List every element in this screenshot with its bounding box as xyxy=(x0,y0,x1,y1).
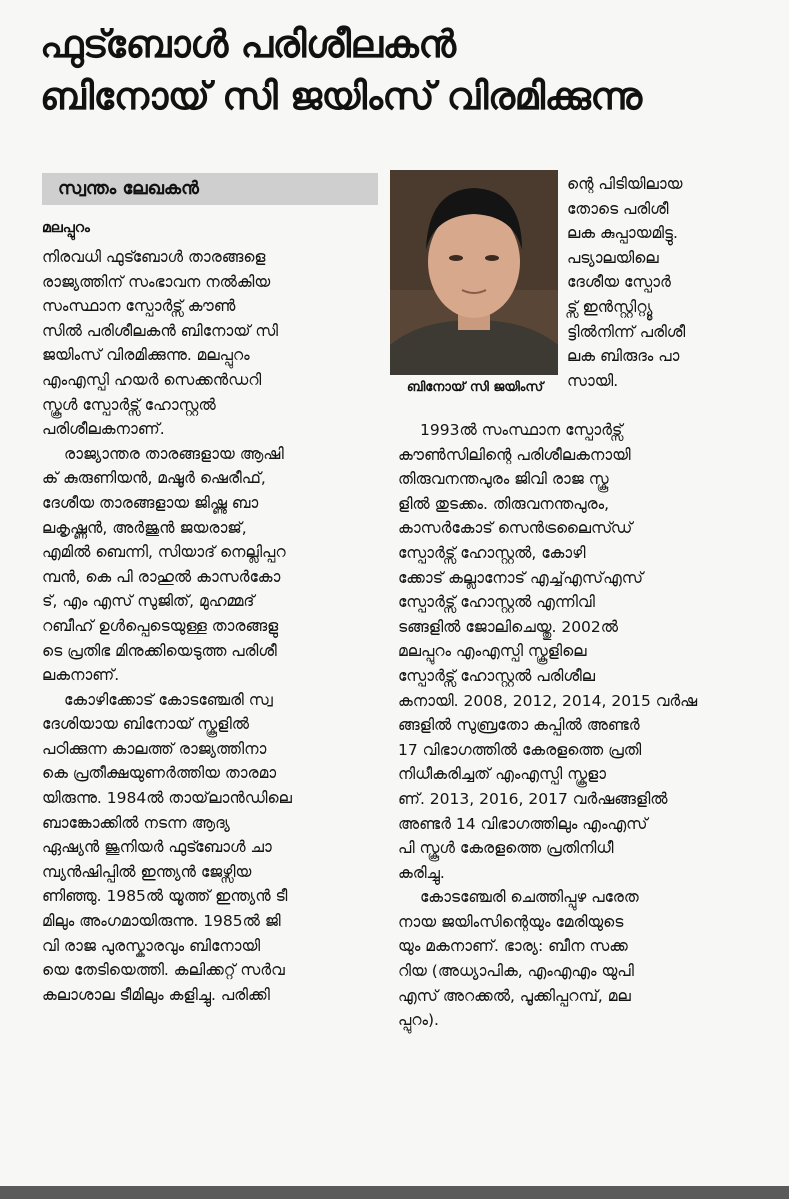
text-line: പഠിക്കുന്ന കാലത്ത് രാജ്യത്തിനാ xyxy=(42,739,267,758)
text-line: യിരുന്നു. 1984ൽ തായ്‌ലാൻഡിലെ xyxy=(42,789,292,808)
text-line: കെ പ്രതീക്ഷയുണർത്തിയ താരമാ xyxy=(42,764,277,783)
text-line: ജയിംസ് വിരമിക്കുന്നു. മലപ്പുറം xyxy=(42,346,250,365)
dateline: മലപ്പുറം xyxy=(42,220,90,236)
text-line: സംസ്ഥാന സ്പോർട്സ് കൗൺ xyxy=(42,297,236,316)
text-line: ബാങ്കോക്കിൽ നടന്ന ആദ്യ xyxy=(42,813,230,832)
text-line: റബീഹ് ഉൾപ്പെടെയുള്ള താരങ്ങളു xyxy=(42,616,279,635)
text-line: ന്റെ പിടിയിലായ xyxy=(567,175,683,193)
text-line: രാജ്യത്തിന് സംഭാവന നൽകിയ xyxy=(42,272,271,291)
text-line: എമിൽ ബെന്നി, സിയാദ് നെല്ലിപ്പറ xyxy=(42,543,286,562)
text-line: ക്കോട് കല്ലാനോട് എച്ച്എസ്എസ് xyxy=(398,568,644,587)
text-line: ദേശീയ താരങ്ങളായ ജിഷ്ണു ബാ xyxy=(42,493,259,512)
text-line: യെ തേടിയെത്തി. കലിക്കറ്റ് സർവ xyxy=(42,961,285,980)
byline-bar xyxy=(42,173,378,205)
text-line: കോഴിക്കോട് കോടഞ്ചേരി സ്വ xyxy=(64,690,273,709)
byline: സ്വന്തം ലേഖകൻ xyxy=(58,178,199,199)
text-line: മിലും അംഗമായിരുന്നു. 1985ൽ ജി xyxy=(42,912,281,931)
text-line: ട്, എം എസ് സുജിത്, മുഹമ്മദ് xyxy=(42,592,255,611)
headline xyxy=(40,18,760,122)
text-line: ട്ടിൽനിന്ന് പരിശീ xyxy=(567,322,686,341)
text-line: ട്സ് ഇൻസ്റ്റിറ്റ്യൂ xyxy=(567,297,653,316)
right-top-column xyxy=(567,172,747,393)
text-line: ലകൃഷ്ണൻ, അർജുൻ ജയരാജ്, xyxy=(42,518,247,537)
text-line: പ്പുറം). xyxy=(398,1011,439,1030)
text-line: കൗൺസിലിന്റെ പരിശീലകനായി xyxy=(398,445,631,464)
text-line: നിരവധി ഫുട്ബോൾ താരങ്ങളെ xyxy=(42,248,266,266)
text-line: ദേശിയായ ബിനോയ് സ്കൂളിൽ xyxy=(42,715,249,734)
portrait-photo xyxy=(390,170,558,375)
text-line: റിയ (അധ്യാപിക, എംഎഎം യുപി xyxy=(398,962,634,981)
text-line: മ്പൻ, കെ പി രാഹുൽ കാസർകോ xyxy=(42,567,281,586)
text-line: പി സ്കൂൾ കേരളത്തെ പ്രതിനിധീ xyxy=(398,839,614,858)
bottom-bar xyxy=(0,1186,789,1199)
text-line: കാസർകോട് സെൻട്രലൈസ്ഡ് xyxy=(398,519,633,538)
text-line: എംഎസ്പി ഹയർ സെക്കൻഡറി xyxy=(42,370,262,389)
text-line: സ്പോർട്സ് ഹോസ്റ്റൽ എന്നിവി xyxy=(398,593,595,612)
headline-line-1: ഫുട്ബോൾ പരിശീലകൻ xyxy=(40,22,456,66)
text-line: 1993ൽ സംസ്ഥാന സ്പോർട്സ് xyxy=(420,421,623,439)
text-line: സ്കൂൾ സ്പോർട്സ് ഹോസ്റ്റൽ xyxy=(42,395,216,414)
text-line: പരിശീലകനാണ്. xyxy=(42,420,165,439)
text-line: മ്പ്യൻഷിപ്പിൽ ഇന്ത്യൻ ജേഴ്സിയ xyxy=(42,862,252,881)
text-line: മലപ്പുറം എംഎസ്പി സ്കൂളിലെ xyxy=(398,642,587,661)
text-line: ലക ബിരുദം പാ xyxy=(567,347,680,366)
text-line: തോടെ പരിശീ xyxy=(567,199,669,218)
text-line: ടെ പ്രതിഭ മിനുക്കിയെടുത്ത പരിശീ xyxy=(42,641,277,660)
text-line: ണ്. 2013, 2016, 2017 വർഷങ്ങളിൽ xyxy=(398,789,668,808)
text-line: കോടഞ്ചേരി ചെത്തിപ്പുഴ പരേത xyxy=(420,888,639,907)
text-line: ടങ്ങളിൽ ജോലിചെയ്തു. 2002ൽ xyxy=(398,617,619,636)
text-line: ക് കുരുണിയൻ, മഷൂർ ഷെരീഫ്, xyxy=(42,469,266,488)
text-line: അണ്ടർ 14 വിഭാഗത്തിലും എംഎസ് xyxy=(398,814,648,833)
text-line: ങ്ങളിൽ സുബ്രതോ കപ്പിൽ അണ്ടർ xyxy=(398,716,640,735)
text-line: കനായി. 2008, 2012, 2014, 2015 വർഷ xyxy=(398,691,698,710)
text-line: സായി. xyxy=(567,371,619,390)
text-line: കലാശാല ടീമിലും കളിച്ചു. പരിക്കി xyxy=(42,985,270,1004)
photo-caption: ബിനോയ് സി ജയിംസ് xyxy=(406,380,544,395)
text-line: തിരുവനന്തപുരം ജിവി രാജ സ്കൂ xyxy=(398,470,609,489)
headline-line-2: ബിനോയ് സി ജയിംസ് വിരമിക്കുന്നു xyxy=(40,74,642,118)
text-line: രാജ്യാന്തര താരങ്ങളായ ആഷി xyxy=(64,444,284,463)
text-line: ലകനാണ്. xyxy=(42,666,120,685)
text-line: ളിൽ തുടക്കം. തിരുവനന്തപുരം, xyxy=(398,494,610,513)
text-line: എസ് അറക്കൽ, പൂക്കിപ്പറമ്പ്, മല xyxy=(398,986,631,1005)
text-line: 17 വിഭാഗത്തിൽ കേരളത്തെ പ്രതി xyxy=(398,740,642,759)
text-line: സ്പോർട്സ് ഹോസ്റ്റൽ പരിശീല xyxy=(398,666,596,685)
text-line: സിൽ പരിശീലകൻ ബിനോയ് സി xyxy=(42,321,278,340)
text-line: ണിഞ്ഞു. 1985ൽ യൂത്ത് ഇന്ത്യൻ ടീ xyxy=(42,887,288,906)
text-line: പട്യാലയിലെ xyxy=(567,248,659,267)
text-line: നായ ജയിംസിന്റെയും മേരിയുടെ xyxy=(398,912,624,931)
text-line: സ്പോർട്സ് ഹോസ്റ്റൽ, കോഴി xyxy=(398,543,586,562)
text-line: ഏഷ്യൻ ജൂനിയർ ഫുട്ബോൾ ചാ xyxy=(42,838,272,857)
text-line: യും മകനാണ്. ഭാര്യ: ബീന സക്ക xyxy=(398,937,628,956)
text-line: കരിച്ചു. xyxy=(398,863,445,882)
text-line: ദേശീയ സ്പോർ xyxy=(567,273,671,292)
text-line: വി രാജ പുരസ്കാരവും ബിനോയി xyxy=(42,936,261,955)
text-line: നിധീകരിച്ചത് എംഎസ്പി സ്കൂളാ xyxy=(398,765,606,784)
right-column xyxy=(398,418,743,1033)
left-column xyxy=(42,245,382,1007)
text-line: ലക കുപ്പായമിട്ടു. xyxy=(567,224,678,243)
portrait-image xyxy=(390,170,558,375)
